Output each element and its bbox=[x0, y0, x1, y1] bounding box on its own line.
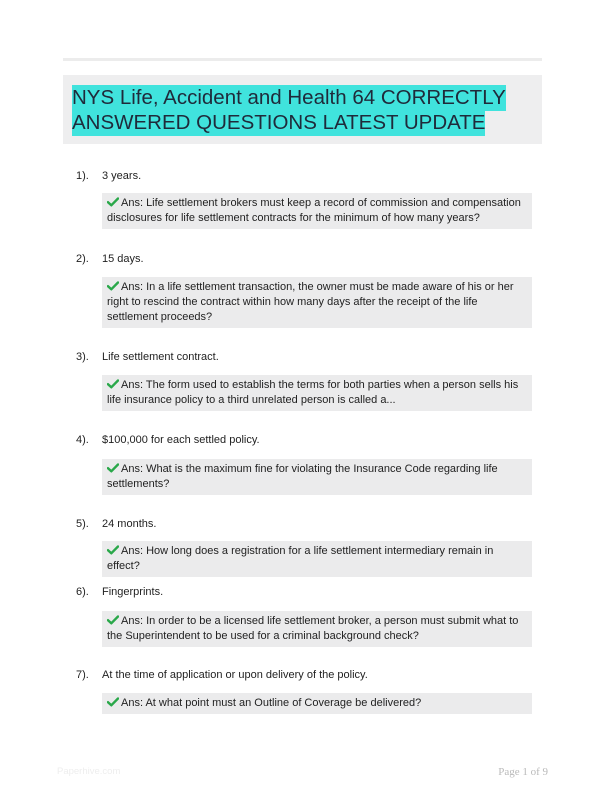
check-mark-icon bbox=[107, 615, 119, 625]
answer-text: Ans: In order to be a licensed life settlement broker, a person must submit what to the Superintendent to be used for a criminal background check? bbox=[107, 615, 519, 642]
page-title-line-2: ANSWERED QUESTIONS LATEST UPDATE bbox=[72, 111, 486, 134]
item-number: 4). bbox=[76, 434, 89, 446]
item-term: Fingerprints. bbox=[102, 586, 164, 598]
item-number: 7). bbox=[76, 669, 89, 681]
answer-text: Ans: At what point must an Outline of Coverage be delivered? bbox=[121, 697, 422, 709]
page-title-line-1: NYS Life, Accident and Health 64 CORRECTLY bbox=[72, 86, 506, 109]
answer-text: Ans: The form used to establish the terms for both parties when a person sells his life insurance policy to a third unrelated person is called a... bbox=[107, 379, 519, 406]
item-term: 15 days. bbox=[102, 253, 144, 265]
page-number: Page 1 of 9 bbox=[498, 766, 548, 778]
answer-box bbox=[102, 277, 532, 328]
check-mark-icon bbox=[107, 463, 119, 473]
answer-text: Ans: In a life settlement transaction, the owner must be made aware of his or her right to rescind the contract within how many days after the receipt of the life settlement proceeds? bbox=[107, 281, 514, 323]
answer-box bbox=[102, 611, 532, 647]
item-term: $100,000 for each settled policy. bbox=[102, 434, 260, 446]
item-number: 2). bbox=[76, 253, 89, 265]
top-divider bbox=[63, 58, 542, 61]
item-term: Life settlement contract. bbox=[102, 351, 219, 363]
item-number: 6). bbox=[76, 586, 89, 598]
answer-box bbox=[102, 375, 532, 411]
check-mark-icon bbox=[107, 281, 119, 291]
title-banner bbox=[63, 75, 542, 144]
answer-box bbox=[102, 459, 532, 495]
answer-box bbox=[102, 693, 532, 714]
answer-text: Ans: What is the maximum fine for violating the Insurance Code regarding life settlements? bbox=[107, 463, 498, 490]
check-mark-icon bbox=[107, 379, 119, 389]
footer-watermark: Paperhive.com bbox=[57, 766, 121, 777]
answer-text: Ans: How long does a registration for a life settlement intermediary remain in effect? bbox=[107, 545, 494, 572]
item-number: 1). bbox=[76, 170, 89, 182]
answer-box bbox=[102, 193, 532, 229]
page-title bbox=[72, 85, 506, 135]
item-number: 3). bbox=[76, 351, 89, 363]
answer-box bbox=[102, 541, 532, 577]
item-term: At the time of application or upon delivery of the policy. bbox=[102, 669, 368, 681]
check-mark-icon bbox=[107, 545, 119, 555]
answer-text: Ans: Life settlement brokers must keep a record of commission and compensation disclosures for life settlement contracts for the minimum of how many years? bbox=[107, 197, 521, 224]
check-mark-icon bbox=[107, 197, 119, 207]
item-term: 24 months. bbox=[102, 518, 157, 530]
item-term: 3 years. bbox=[102, 170, 142, 182]
check-mark-icon bbox=[107, 697, 119, 707]
item-number: 5). bbox=[76, 518, 89, 530]
